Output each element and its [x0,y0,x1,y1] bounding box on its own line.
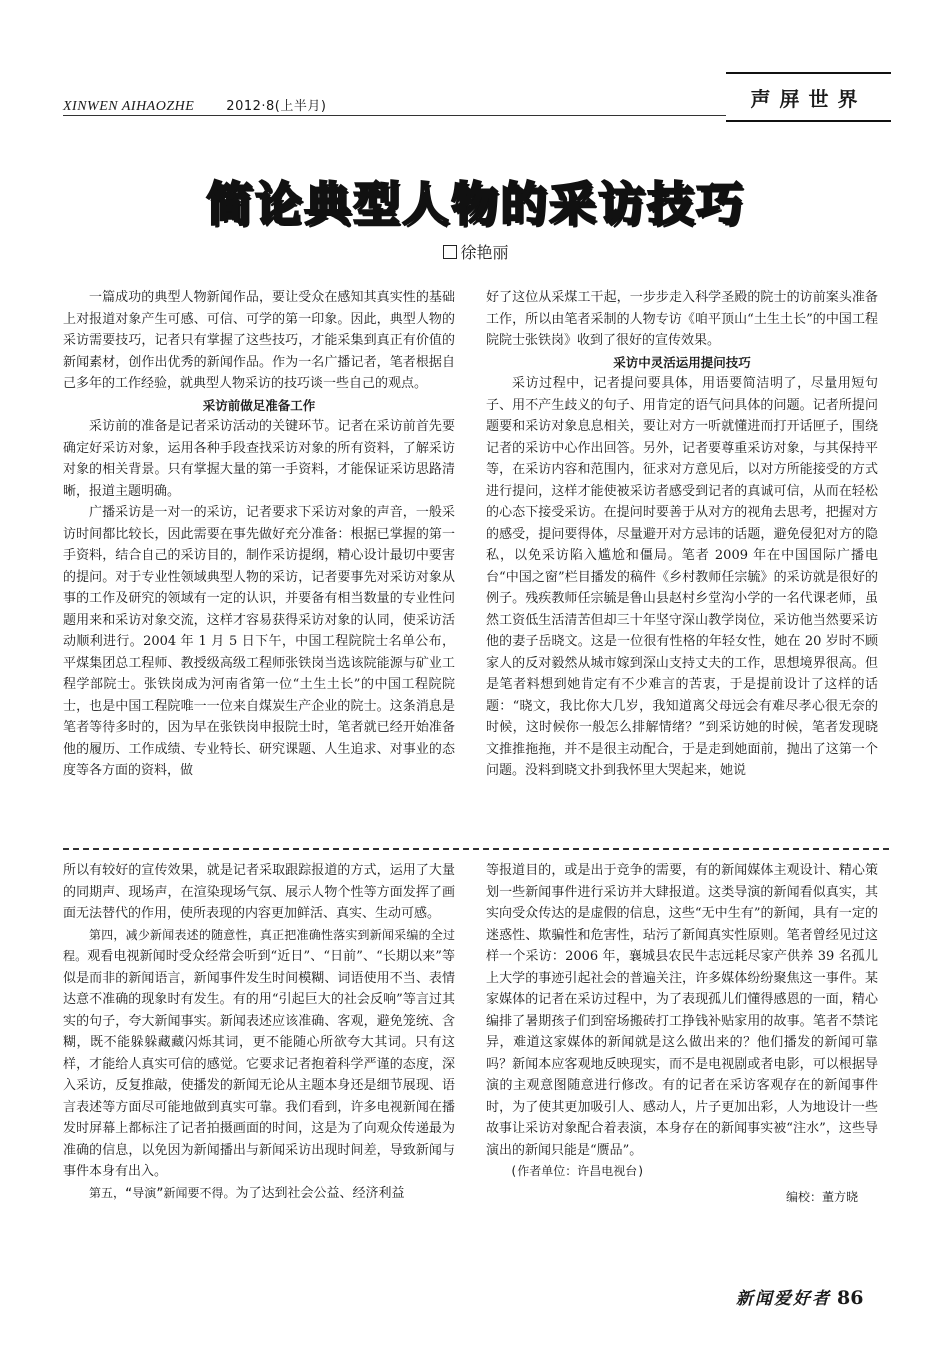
column-3 [63,860,455,1204]
article-title: 简论典型人物的采访技巧 [206,177,746,231]
section-label: 声屏世界 [726,72,891,122]
point-heading: 第四，减少新闻表述的随意性，真正把准确性落实到新闻采编的全过程。 [63,927,455,963]
column-4 [486,860,878,1208]
column-2 [486,287,878,782]
paragraph [63,1183,455,1205]
paragraph-text: 观看电视新闻时受众经常会听到“近日”、“日前”、“长期以来”等似是而非的新闻语言，新闻事件发生时间模糊、词语使用不当、表情达意不准确的现象时有发生。有的用“引起巨大的社会反响”等言过其实的句子，夸大新闻事实。新闻表述应该准确、客观，避免笼统、含糊，既不能躲躲藏藏闪烁其词，更不能随心所欲夸大其词。只有这样，才能给人真实可信的感觉。它要求记者抱着科学严谨的态度，深入采访，反复推敲，使播发的新闻无论从主题本身还是细节展现、语言表述等方面尽可能地做到真实可靠。我们看到，许多电视新闻在播发时屏幕上都标注了记者拍摄画面的时间，这是为了向观众传递最为准确的信息，以免因为新闻播出与新闻采访出现时间差，导致新闻与事件本身有出入。 [63,949,455,1179]
paragraph: 所以有较好的宣传效果，就是记者采取跟踪报道的方式，运用了大量的同期声、现场声，在渲染现场气氛、展示人物个性等方面发挥了画面无法替代的作用，使所表现的内容更加鲜活、真实、生动可感。 [63,863,455,921]
paragraph: 一篇成功的典型人物新闻作品，要让受众在感知其真实性的基础上对报道对象产生可感、可信、可学的第一印象。因此，典型人物的采访需要技巧，记者只有掌握了这些技巧，才能采集到真正有价值的新闻素材，创作出优秀的新闻作品。作为一名广播记者，笔者根据自己多年的工作经验，就典型人物采访的技巧谈一些自己的观点。 [63,290,455,391]
paragraph [63,925,455,1183]
author-box-icon [443,245,457,259]
column-1 [63,287,455,782]
running-header [63,95,326,115]
paragraph: 好了这位从采煤工干起，一步步走入科学圣殿的院士的访前案头准备工作，所以由笔者采制的人物专访《咱平顶山“土生土长”的中国工程院院士张铁岗》收到了很好的宣传效果。 [486,290,878,348]
paragraph: 等报道目的，或是出于竞争的需要，有的新闻媒体主观设计、精心策划一些新闻事件进行采访并大肆报道。这类导演的新闻看似真实，其实向受众传达的是虚假的信息，这些“无中生有”的新闻，具有一定的迷惑性、欺骗性和危害性，玷污了新闻真实性原则。笔者曾经见过这样一个采访：2006 年，襄城县农民牛志远耗尽家产供养 39 名孤儿上大学的事迹引起社会的普遍关注，许多媒体纷纷聚焦这一事件。某家媒体的记者在采访过程中，为了表现孤儿们懂得感恩的一面，精心编排了暑期孩子们到窑场搬砖打工挣钱补贴家用的故事。笔者不禁诧异，难道这家媒体的新闻就是这么做出来的？他们播发的新闻可靠吗？新闻本应客观地反映现实，而不是电视剧或者电影，可以根据导演的主观意图随意进行修改。有的记者在采访客观存在的新闻事件时，为了使其更加吸引人、感动人，片子更加出彩，人为地设计一些故事让采访对象配合着表演，本身存在的新闻事实被“注水”，这些导演出的新闻只能是“赝品”。 [486,863,878,1158]
paragraph: 采访前的准备是记者采访活动的关键环节。记者在采访前首先要确定好采访对象，运用各种手段查找采访对象的所有资料，了解采访对象的相关背景。只有掌握大量的第一手资料，才能保证采访思路清晰，报道主题明确。 [63,419,455,499]
header-rule [63,115,726,116]
editor-credit: 编校：董方晓 [785,1189,858,1204]
issue-date: 2012·8(上半月) [226,99,327,114]
page-number: 86 [837,1287,864,1309]
dashed-divider [63,848,889,850]
point-heading: 第五，“导演”新闻要不得。 [89,1185,236,1200]
section-heading: 采访前做足准备工作 [202,397,316,413]
page-footer [736,1284,863,1309]
author-affiliation: (作者单位：许昌电视台) [510,1164,645,1178]
journal-name: XINWEN AIHAOZHE [63,99,195,114]
paragraph: 广播采访是一对一的采访，记者要求下采访对象的声音，一般采访时间都比较长，因此需要在事先做好充分准备：根据已掌握的第一手资料，结合自己的采访目的，制作采访提纲，精心设计最切中要害的提问。对于专业性领域典型人物的采访，记者要事先对采访对象从事的工作及研究的领域有一定的认识，并要备有相当数量的专业性问题用来和采访对象交流，这样才容易获得采访对象的认同，使采访活动顺利进行。2004 年 1 月 5 日下午，中国工程院院士名单公布，平煤集团总工程师、教授级高级工程师张铁岗当选该院能源与矿业工程学部院士。张铁岗成为河南省第一位“土生土长”的中国工程院院士，也是中国工程院唯一一位来自煤炭生产企业的院士。这条消息是笔者等待多时的，因为早在张铁岗申报院士时，笔者就已经开始准备他的履历、工作成绩、专业特长、研究课题、人生追求、对事业的态度等各方面的资料，做 [63,505,455,778]
article-author [0,240,952,263]
magazine-name: 新闻爱好者 [736,1289,831,1309]
section-heading: 采访中灵活运用提问技巧 [613,354,751,370]
paragraph-text: 为了达到社会公益、经济利益 [235,1185,405,1201]
paragraph: 采访过程中，记者提问要具体，用语要简洁明了，尽量用短句子、用不产生歧义的句子、用肯定的语气问具体的问题。记者所提问题要和采访对象息息相关，要让对方一听就懂进而打开话匣子，围绕记者的采访中心作出回答。另外，记者要尊重采访对象，与其保持平等，在采访内容和范围内，征求对方意见后，以对方所能接受的方式进行提问，这样才能使被采访者感受到记者的真诚可信，从而在轻松的心态下接受采访。在提问时要善于从对方的视角去思考，把握对方的感受，提问要得体，尽量避开对方忌讳的话题，避免侵犯对方的隐私，以免采访陷入尴尬和僵局。笔者 2009 年在中国国际广播电台“中国之窗”栏目播发的稿件《乡村教师任宗毓》的采访就是很好的例子。残疾教师任宗毓是鲁山县赵村乡堂沟小学的一名代课老师，虽然工资低生活清苦但却三十年坚守深山教学岗位，采访他当然要采访他的妻子岳晓文。这是一位很有性格的年轻女性，她在 20 岁时不顾家人的反对毅然从城市嫁到深山支持丈夫的工作，思想境界很高。但是笔者料想到她肯定有不少难言的苦衷，于是提前设计了这样的话题：“晓文，我比你大几岁，我知道离父母远会有难尽孝心很无奈的时候，这时候你一般怎么排解情绪？”到采访她的时候，笔者发现晓文推推拖拖，并不是很主动配合，于是走到她面前，抛出了这第一个问题。没料到晓文扑到我怀里大哭起来，她说 [486,376,878,778]
author-name: 徐艳丽 [460,243,509,262]
